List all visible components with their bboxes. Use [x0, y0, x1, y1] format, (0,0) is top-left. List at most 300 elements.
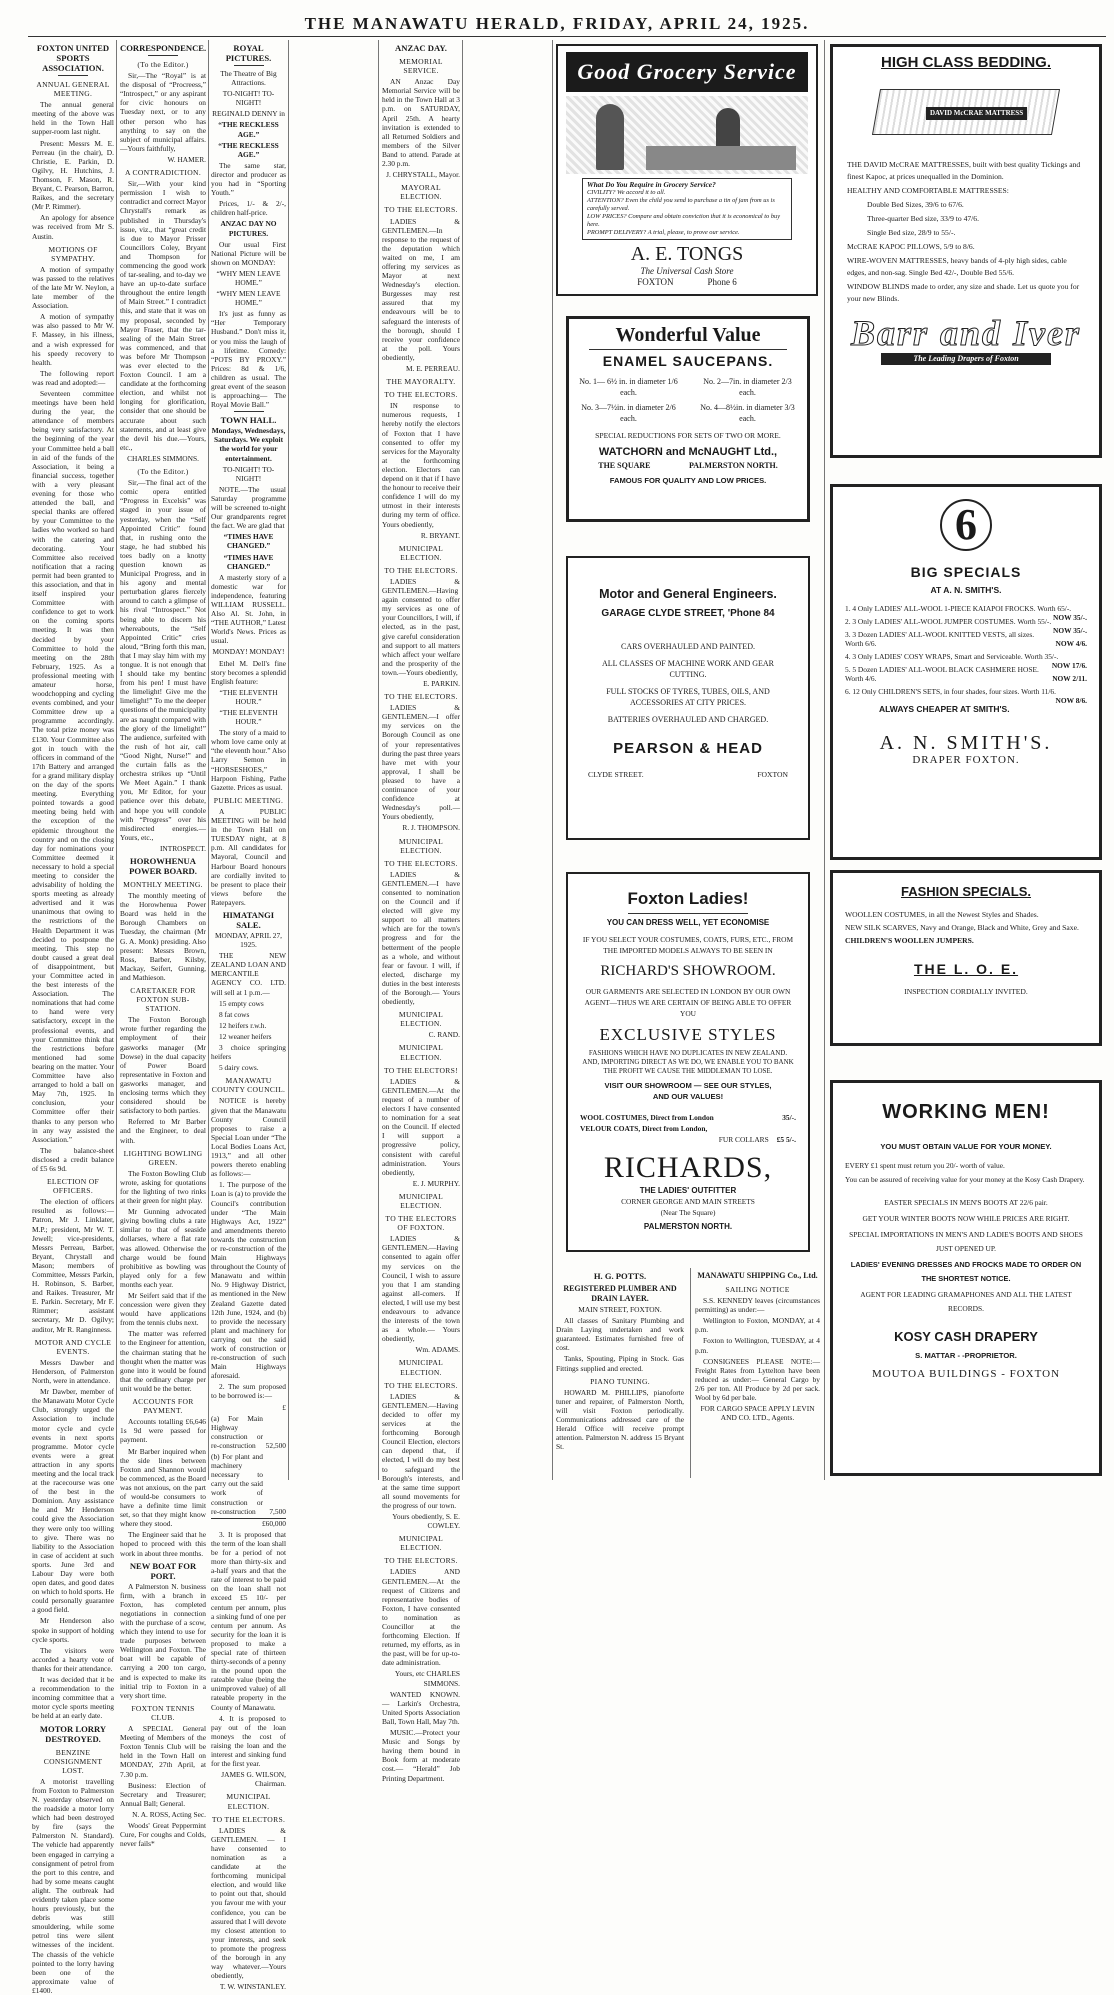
firm-name: PEARSON & HEAD — [613, 740, 763, 757]
subhead: MOTIONS OF SYMPATHY. — [48, 244, 98, 263]
paragraph: The story of a maid to whom love came only at “the eleventh hour.” Also Larry Semon in “HORSESHOES,” Harpoon Fishing, Pathe Gazette. Prices as usual. — [211, 728, 286, 792]
headline-sports-association: FOXTON UNITED SPORTS ASSOCIATION. — [36, 43, 110, 73]
ad-line: NEW SILK SCARVES, Navy and Orange, Black and White, Grey and Saxe. — [845, 923, 1079, 932]
price-item: No. 2—7in. in diameter 2/3 each. — [703, 377, 792, 397]
signature: J. CHRYSTALL, Mayor. — [386, 170, 460, 180]
paragraph: Mr Barber inquired when the side lines between Foxton and Shannon would be commenced, as the Board was not anxious, on the part of would-be consumers to have a definite time limit set, so that they might know where they stood. — [120, 1446, 206, 1529]
service-line: PROMPT DELIVERY? A trial, please, to prove our service. — [587, 229, 740, 236]
ad-subheading: GARAGE CLYDE STREET, 'Phone 84 — [601, 608, 775, 619]
signature: T. W. WINSTANLEY. — [219, 1982, 286, 1992]
paragraph: CONSIGNEES PLEASE NOTE:— Freight Rates from Lyttelton have been reduced as under:— General Cargo by 2/6 per ton. All Produce by 2d per sack. Wool by 6d per bale. — [695, 1356, 820, 1403]
paragraph: Seventeen committee meetings have been held during the year, the attendance of members being very satisfactory. At the beginning of the year your Committee held a ball in aid of the funds of the Association, it being a financial success, together with a very pleasant evening for those who attended the ball, and special thanks are offered by your Committee to the ladies who worked so hard with the catering and decorating. Your Committee also received notification that a racing permit had been granted to this association, and that in itself inspired your Committee with confidence to get to work on the coming sports meeting. It was then decided by your Committee to hold the meeting on the 28th February, 1925. As a professional meeting with amateur horse, woodchopping and cycling events combined, and your Committee drew up a programme accordingly. The total prize money was £130. Your Committee also got in touch with the officers in command of the 17th Battery and arranged for a grand military display on the day of the sports meeting. Everything pointed towards a good meeting being held with the exception of the epidemic throughout the country and on the closing day for nominations your Committee deemed it necessary to hold a special meeting to consider the advisability of holding the sports meeting as already advertised and it was unanimous that owing to the restrictions of the Health Department it was decided to postpone the meeting. This step no doubt caused a great deal of disappointment, but your Committee acted in the best interests of the Association. The nominations that had come to hand were very satisfactory, except in the professional events, and your Committee think that the restrictions before mentioned had some bearing on the matter. Your Committee have also arranged to hold a ball on May 7th, 1925. In conclusion, your Committee offer their thanks to any person who in any way assisted the Association.” — [32, 389, 114, 1144]
firm-tagline: FAMOUS FOR QUALITY AND LOW PRICES. — [609, 476, 767, 485]
paragraph: Woods' Great Peppermint Cure, For coughs and Colds, never fails* — [120, 1820, 206, 1849]
street: CLYDE STREET. — [588, 770, 644, 779]
column-5 — [556, 1268, 684, 1478]
list-item — [845, 630, 1087, 648]
paragraph: The visitors were accorded a hearty vote of thanks for their attendance. — [32, 1645, 114, 1673]
proprietor: S. MATTAR - -PROPRIETOR. — [915, 1351, 1017, 1360]
column-2 — [120, 40, 207, 1849]
ad-heading: HIGH CLASS BEDDING. — [880, 54, 1051, 71]
list-item — [845, 652, 1087, 670]
paragraph: IN response to numerous requests, I hereby notify the electors of Foxton that I have consented to offer my services for the Mayoralty at the forthcoming election. Electors can depend on it that if I have the honour to receive their confidence I will do my utmost in their interests during my term of office. Yours obediently, — [382, 401, 460, 529]
paragraph: WANTED KNOWN. — Larkin's Orchestra, United Sports Association Ball, Town Hall, May 7th. — [382, 1689, 460, 1726]
ad-line: You can be assured of receiving value for your money at the Kosy Cash Drapery. — [845, 1175, 1085, 1184]
column-1 — [32, 40, 114, 1995]
subhead: Mondays, Wednesdays, Saturdays. We exploit the world for your entertainment. — [211, 426, 286, 463]
loan-row — [211, 1414, 286, 1450]
ad-line: OUR GARMENTS ARE SELECTED IN LONDON BY OUR OWN AGENT—THUS WE ARE CERTAIN OF BEING ABLE TO OFFER YOU — [584, 987, 792, 1018]
ad-line: YOU MUST OBTAIN VALUE FOR YOUR MONEY. — [880, 1142, 1052, 1151]
paragraph: Sir,—The final act of the comic opera entitled “Progress in Excelsis” was staged in your issue of yesterday, when the “Self Appointed Critic” found that, in rushing onto the stage, he had stubbed his toes badly on a knotty question known as Municipal Progress, and in his agony and mental perturbation glares fiercely around to catch a glimpse of his rival “Introspect.” Not being able to discern his whereabouts, the “Self Appointed Critic” cries aloud, “Bring forth this man, that I may slay him with my tongue. It is not enough that I should take my bentinc from his pen! I must have the limelight! Give me the limelight!” To me the deeper questions of the municipality are as naught compared with the glory of the limelight!” The audience, surfeited with the rush of hot air, call “Good Night, Nurse!” and the curtain falls as the orchestra strikes up “Until We Meet Again.” I thank you, Mr Editor, for your patience over this debate, and hope you will condole with “Progress” over his misdirected energies.—Yours, etc., — [120, 478, 207, 842]
ad-watchorn-saucepans — [566, 316, 810, 522]
subhead: MEMORIAL SERVICE. — [399, 57, 443, 76]
subhead: MUNICIPAL ELECTION. — [398, 1358, 444, 1377]
item-price: NOW 35/-. — [1053, 613, 1087, 622]
subhead: MUNICIPAL ELECTION. — [398, 1010, 444, 1029]
paragraph: LADIES AND GENTLEMEN.—At the request of Citizens and representative bodies of Foxton, I have consented to nomination as Councillor at the forthcoming Election. If returned, my efforts, as in the past, will be for up-to-date administration. — [382, 1567, 460, 1668]
list-item — [845, 665, 1087, 683]
subhead: TO THE ELECTORS. — [384, 1380, 458, 1390]
price-item: Single Bed size, 28/9 to 55/-. — [867, 228, 956, 237]
film-title: “WHY MEN LEAVE HOME.” — [216, 268, 281, 287]
paragraph: FOR CARGO SPACE APPLY LEVIN AND CO. LTD., Agents. — [700, 1404, 815, 1423]
signature: CHARLES SIMMONS. — [127, 453, 199, 463]
subhead: TO THE ELECTORS. — [384, 858, 458, 868]
price-row — [580, 1112, 796, 1123]
price-list — [580, 1112, 796, 1145]
paragraph: A SPECIAL General Meeting of Members of the Foxton Tennis Club will be held in the Town Hall on MONDAY, 27th April, at 7.30 p.m. — [120, 1724, 206, 1779]
firm-town: PALMERSTON NORTH. — [643, 1222, 733, 1231]
paragraph: A Palmerston N. business firm, with a branch in Foxton, has completed negotiations in connection with the purchase of a scow, which they intend to use for trade purposes between Wellington and Foxton. The boat will be capable of carrying a 200 ton cargo, and is expected to make its initial trip to Foxton in a very short time. — [120, 1581, 206, 1700]
paragraph: Present: Messrs M. E. Perreau (in the chair), D. Christie, E. Parkin, D. Ogilvy, H. Hutchins, J. Thomson, F. Mason, R. Bryant, C. Pearson, Barron, Raikes, and the secretary (Mr P. Rimmer). — [32, 138, 114, 212]
firm-tagline: INSPECTION CORDIALLY INVITED. — [904, 987, 1028, 996]
line: TO-NIGHT! TO-NIGHT! — [222, 464, 275, 483]
counter-illustration — [646, 146, 796, 170]
paragraph: A motion of sympathy was also passed to Mr W. F. Massey, in his illness, and a wish expressed for his speedy recovery to health. — [32, 312, 114, 367]
bedding-list — [847, 159, 1085, 305]
paragraph: The election of officers resulted as follows:—Patron, Mr J. Linklater, M.P.; president, Mr W. T. Jewell; vice-presidents, Messrs Perreau, Barber, Bryant, Chrystall and Mason; members of Committee, Messrs Parkin, H. Robinson, S. Barber, and Raikes. Treasurer, Mr E. Parkin. Secretary, Mr F. Rimmer; assistant secretary, Mr D. Ogilvy; auditor, Mr R. Ranginness. — [32, 1197, 114, 1334]
subhead: ANNUAL GENERAL MEETING. — [36, 80, 110, 99]
price-value: £5 5/-. — [776, 1135, 796, 1144]
film-title: “THE ELEVENTH HOUR.” — [219, 687, 278, 706]
signature: N. A. ROSS, Acting Sec. — [132, 1809, 206, 1819]
subhead: MANAWATU COUNTY COUNCIL. — [211, 1076, 286, 1095]
paragraph: The following report was read and adopted:— — [32, 368, 114, 387]
subhead: TO THE ELECTORS. — [384, 205, 458, 215]
ad-line: HEALTHY AND COMFORTABLE MATTRESSES: — [847, 186, 1009, 195]
subhead: PUBLIC MEETING. — [213, 795, 284, 805]
subhead: MUNICIPAL ELECTION. — [398, 1191, 444, 1210]
paragraph: Mr Henderson also spoke in support of holding cycle sports. — [32, 1616, 114, 1644]
ad-line: SPECIAL IMPORTATIONS IN MEN'S AND LADIE'S BOOTS AND SHOES JUST OPENED UP. — [849, 1230, 1083, 1253]
paragraph: Our usual First National Picture will be shown on MONDAY: — [211, 239, 286, 267]
pound-sign: £ — [282, 1402, 286, 1412]
list-item: 8 fat cows — [219, 1009, 250, 1019]
rule — [58, 75, 88, 76]
paragraph: A motorist travelling from Foxton to Palmerston N. yesterday observed on the roadside a motor lorry which had been destroyed by fire (says the Palmerston N. Standard). The vehicle had apparently been engaged in carrying a consignment of petrol from the port to this centre, and had by some means caught alight. The outbreak had evidently taken place some hours previously, but the debris was still smouldering, while some petrol tins were silent witnesses of the incident. The chassis of the vehicle pointed to the lorry having been one of the approximate value of £1400. — [32, 1776, 114, 1995]
item-text: 1. 4 Only LADIES' ALL-WOOL 1-PIECE KAIAPOI FROCKS. Worth 65/-. — [845, 604, 1072, 613]
column-divider — [552, 40, 553, 1480]
paragraph: The monthly meeting of the Horowhenua Power Board was held in the Borough Chambers on Tuesday, the chairman (Mr G. A. Monk) presiding. Also present: Messrs Brown, Ross, Barber, Kilsby, Mackay, Seifert, Gunning, and Mathieson. — [120, 891, 206, 982]
subhead: The Theatre of Big Attractions. — [220, 69, 277, 88]
ad-line: BATTERIES OVERHAULED AND CHARGED. — [607, 715, 769, 724]
ad-richards — [566, 872, 810, 1252]
price-item: WOOL COSTUMES, Direct from London — [580, 1113, 714, 1122]
price-item: No. 3—7½in. in diameter 2/6 each. — [581, 403, 676, 423]
paragraph: Prices, 1/- & 2/-, children half-price. — [211, 199, 286, 218]
subhead: MUNICIPAL ELECTION. — [398, 1534, 444, 1553]
paragraph: The matter was referred to the Engineer for attention, the chairman stating that he thought when the matter was gone into it would be found that the ordinary charge per unit would be the better. — [120, 1329, 206, 1393]
film-title: “WHY MEN LEAVE HOME.” — [216, 289, 281, 308]
paragraph: LADIES & GENTLEMEN.—In response to the request of the deputation which waited on me, I am offering my services as Mayor at next Wednesday's election. Burgesses may rest assured that my endeavours will be to safeguard the interests of the borough, should I receive your confidence at the poll. Yours obediently, — [382, 216, 460, 362]
subhead: CARETAKER FOR FOXTON SUB-STATION. — [130, 986, 196, 1014]
advertiser-tagline: The Universal Cash Store — [640, 266, 734, 276]
paragraph: 3. It is proposed that the term of the loan shall be for a period of not more than thirty-six and a-half years and that the rate of interest to be paid on the loan shall not exceed £5 10/- per centum per annum, plus a sinking fund of one per centum per annum. As security for the loan it is proposed to make a special rate of thirteen thirty-seconds of a penny in the pound upon the rateable value (being the unimproved value) of all rateable property in the County of Manawatu. — [211, 1529, 286, 1712]
paragraph: LADIES & GENTLEMEN.—Having again consented to offer my services as one of your Councillors, I will, if elected, as in the past, give careful consideration and support to all matters which affect your welfare and the prosperity of the town.—Yours obediently, — [382, 576, 460, 677]
firm-address — [579, 460, 797, 471]
ad-line: THE DAVID McCRAE MATTRESSES, built with best quality Tickings and finest Kapoc, at prices unequalled in the Dominion. — [847, 160, 1081, 181]
signature: R. BRYANT. — [420, 530, 460, 540]
paragraph: Wellington to Foxton, MONDAY, at 4 p.m. — [695, 1316, 820, 1335]
item-price: NOW 2/11. — [1052, 674, 1087, 683]
paragraph: MUSIC.—Protect your Music and Songs by having them bound in Book form at moderate cost.— “Herald” Job Printing Department. — [382, 1728, 460, 1783]
paragraph: A masterly story of a domestic war for independence, featuring WILLIAM RUSSELL. Also Al. St. John, in “THE AUTHOR,” Latest World's News. Prices as usual. — [211, 572, 286, 646]
rule — [234, 411, 264, 412]
column-3 — [211, 40, 286, 1992]
loan-label: (b) For plant and machinery necessary to carry out the said work of construction or re-construction — [211, 1452, 263, 1516]
column-divider — [208, 40, 209, 1480]
subhead: TO THE ELECTORS. — [384, 390, 458, 400]
loan-label: (a) For Main Highway construction or re-construction — [211, 1413, 263, 1450]
price-row — [569, 376, 807, 398]
ad-line: CARS OVERHAULED AND PAINTED. — [621, 642, 755, 651]
paragraph: Foxton to Wellington, TUESDAY, at 4 p.m. — [695, 1336, 820, 1355]
loan-amount: 7,500 — [269, 1506, 286, 1516]
price-item: No. 1— 6½ in. in diameter 1/6 each. — [579, 377, 678, 397]
paragraph: Tanks, Spouting, Piping in Stock. Gas Fittings supplied and erected. — [556, 1354, 684, 1373]
subhead: TO THE ELECTORS. — [384, 565, 458, 575]
film-title: “TIMES HAVE CHANGED.” — [223, 552, 274, 571]
item-text: 3. 3 Dozen LADIES' ALL-WOOL KNITTED VESTS, all sizes. Worth 6/6. — [845, 630, 1035, 648]
subhead: FOXTON TENNIS CLUB. — [131, 1703, 195, 1722]
firm-sub: DRAPER FOXTON. — [912, 754, 1020, 766]
signature: Yours obediently, S. E. COWLEY. — [392, 1511, 460, 1531]
paragraph: Accounts totalling £6,646 1s 9d were passed for payment. — [120, 1417, 206, 1445]
ad-line: EASTER SPECIALS IN MEN'S BOOTS AT 22/6 pair. — [884, 1198, 1048, 1207]
loan-row — [211, 1452, 286, 1516]
film-title: “TIMES HAVE CHANGED.” — [223, 532, 274, 551]
subhead: MONTHLY MEETING. — [123, 879, 203, 889]
rule — [148, 55, 178, 56]
ad-pearson-head — [566, 556, 810, 840]
ad-smith-specials — [830, 484, 1102, 860]
town: FOXTON — [757, 770, 788, 779]
address-part: THE SQUARE — [598, 461, 651, 470]
subhead: MOTOR AND CYCLE EVENTS. — [34, 1337, 112, 1356]
paragraph: The balance-sheet disclosed a credit balance of £5 6s 9d. — [32, 1145, 114, 1173]
ad-heading: Foxton Ladies! — [627, 889, 749, 908]
ad-subheading: ENAMEL SAUCEPANS. — [602, 353, 774, 369]
item-price: NOW 4/6. — [1055, 639, 1087, 648]
firm-address — [588, 769, 788, 780]
ad-line: CHILDREN'S WOOLLEN JUMPERS. — [845, 936, 974, 945]
paragraph: Mr Gunning advocated giving bowling clubs a rate similar to that of seaside dollarses, where a flat rate was allowed. Otherwise the charge would be found prohibitive as bowling was played only for a few months each year. — [120, 1207, 206, 1289]
column-divider — [116, 40, 117, 1480]
headline-town-hall: TOWN HALL. — [220, 415, 277, 426]
paragraph: The Foxton Borough wrote further regarding the employment of their gasworks manager (Mr Dowse) in the dual capacity of Power Board representative in Foxton and gasworks manager, and enclosing terms which they considered should be satisfactory to both parties. — [120, 1015, 206, 1116]
paragraph: NOTE.—The usual Saturday programme will be screened to-night Our grandparents regret the fact. We are glad that — [211, 484, 286, 531]
ad-heading: Wonderful Value — [615, 324, 761, 346]
masthead: THE MANAWATU HERALD, FRIDAY, APRIL 24, 1925. — [304, 14, 810, 33]
column-divider — [462, 40, 463, 1480]
item-text: 6. 12 Only CHILDREN'S SETS, in four shades, four sizes. Worth 11/6. — [845, 687, 1056, 696]
paragraph: Ethel M. Dell's fine story becomes a splendid English feature: — [211, 658, 286, 686]
paragraph: LADIES & GENTLEMEN.—I have consented to nomination on the Council and if elected will give my support to all matters which are for the town's progress and for the betterment of the people as a whole, and without fear or favour. I will, if elected, discharge my duties in the best interests of the Borough.— Yours obediently, — [382, 869, 460, 1007]
ad-line: FULL STOCKS OF TYRES, TUBES, OILS, AND ACCESSORIES AT CITY PRICES. — [606, 687, 770, 707]
price-item: FUR COLLARS — [718, 1135, 769, 1144]
figure-illustration — [596, 104, 624, 170]
subhead: MAYORAL ELECTION. — [400, 183, 442, 202]
headline-himatangi-sale: HIMATANGI SALE. — [222, 909, 275, 930]
paragraph: 1. The purpose of the Loan is (a) to provide the Council's contribution under “The Main Highways Act, 1922” and amendments thereto towards the construction or re-construction of the Main Highways throughout the County of Manawatu and within No. 9 Highway District, as mentioned in the New Zealand Gazette dated 12th June, 1924, and (b) to provide the necessary plant and machinery for carrying out the said work of construction or re-construction of such Main Highways aforesaid. — [211, 1180, 286, 1381]
ad-tagline: ALWAYS CHEAPER AT SMITH'S. — [878, 704, 1010, 714]
paragraph: 4. It is proposed to pay out of the loan moneys the cost of raising the loan and the interest and sinking fund for the first year. — [211, 1713, 286, 1769]
film-title: “THE RECKLESS AGE.” — [218, 120, 279, 139]
subhead: MUNICIPAL ELECTION. — [398, 1043, 444, 1062]
paragraph: NOTICE is hereby given that the Manawatu County Council proposes to raise a Special Loan under “The Local Bodies Loans Act, 1913,” and all other powers thereto enabling as follows:— — [211, 1096, 286, 1179]
item-text: 2. 3 Only LADIES' ALL-WOOL JUMPER COSTUMES. Worth 55/-. — [845, 617, 1052, 626]
firm-name: THE L. O. E. — [913, 961, 1019, 977]
list-item: 12 heifers r.w.h. — [219, 1020, 267, 1030]
headline-royal-pictures: ROYAL PICTURES. — [225, 43, 272, 63]
kosy-specials — [845, 1196, 1087, 1316]
column-6 — [690, 1268, 820, 1478]
banner: Good Grocery Service — [566, 52, 808, 92]
subhead: MUNICIPAL ELECTION. — [226, 1792, 271, 1811]
paragraph: Mr Dawber, member of the Manawatu Motor Cycle Club, strongly urged the Association to include motor cycle and cycle events in next sports programme. Motor cycle events were a great attraction in any sports meeting and the local track at the racecourse was one of the best in the Dominion. Any assistance he and Mr Henderson could give the Association they were only too willing to give. There was no liability to the Association in case of accident at such sports. June 3rd and Labour Day were both open dates, and good dates on which to hold sports. He could personally guarantee a good field. — [32, 1387, 114, 1615]
mattress-illustration — [866, 79, 1066, 151]
ad-heading: FASHION SPECIALS. — [900, 884, 1032, 899]
subhead: TO THE ELECTORS. — [211, 1814, 286, 1824]
subhead: TO THE ELECTORS. — [384, 692, 458, 702]
signature: Yours, etc CHARLES SIMMONS. — [394, 1669, 460, 1688]
advertiser-footer — [558, 277, 816, 288]
price-value: 35/-. — [782, 1113, 796, 1122]
service-box — [582, 178, 792, 240]
headline-plumber: REGISTERED PLUMBER AND DRAIN LAYER. — [563, 1284, 677, 1303]
specials-list — [845, 604, 1087, 705]
paragraph: Sir,—The “Royal” is at the disposal of “Procreess,” “Introspect,” or any aspirant for civic honours on Tuesday next, or to any other person who has anything to say on the subject of municipal affairs.—Yours faithfully, — [120, 71, 206, 153]
ad-line: YOU CAN DRESS WELL, YET ECONOMISE — [606, 918, 770, 927]
ad-tongs-grocery — [556, 44, 818, 296]
paragraph: A motion of sympathy was passed to the relatives of the late Mr W. Neylon, a late member of the Association. — [32, 264, 114, 311]
item-price: NOW 8/6. — [1055, 696, 1087, 705]
price-item: VELOUR COATS, Direct from London, — [580, 1124, 708, 1133]
price-item: No. 4—8½in. in diameter 3/3 each. — [700, 403, 795, 423]
shop-illustration — [566, 96, 808, 174]
subhead: (To the Editor.) — [137, 60, 189, 69]
loan-total: £60,000 — [211, 1518, 286, 1528]
subhead: MUNICIPAL ELECTION. — [398, 543, 444, 562]
mattress-label: DAVID McCRAE MATTRESS — [926, 107, 1027, 120]
list-item: 5 dairy cows. — [219, 1063, 259, 1073]
phone: Phone 6 — [707, 277, 737, 287]
paragraph: THE NEW ZEALAND LOAN AND MERCANTILE AGENCY CO. LTD. will sell at 1 p.m.— — [211, 951, 286, 997]
paragraph: LADIES & GENTLEMEN. — I have consented to nomination as a candidate at the forthcoming municipal election, and would like to point out that, should you favour me with your confidence, you can be assured that I will devote my closest attention to your interests, and seek to promote the progress of the borough in any way whatever.—Yours obediently, — [211, 1825, 286, 1981]
film-title: “THE ELEVENTH HOUR.” — [219, 708, 278, 727]
service-line: LOW PRICES? Compare and obtain conviction that it is economical to buy here. — [587, 213, 781, 228]
headline-anzac-no-pictures: ANZAC DAY NO PICTURES. — [220, 219, 277, 238]
ad-line: IF YOU SELECT YOUR COSTUMES, COATS, FURS, ETC., FROM THE IMPORTED MODELS ALWAYS TO BE SEEN IN — [582, 935, 794, 955]
firm-address: MOUTOA BUILDINGS - FOXTON — [871, 1368, 1061, 1380]
firm-name: KOSY CASH DRAPERY — [894, 1329, 1038, 1344]
headline-new-boat: NEW BOAT FOR PORT. — [129, 1560, 197, 1581]
paragraph: AN Anzac Day Memorial Service will be held in the Town Hall at 3 p.m. on SATURDAY, April 25th. A hearty invitation is extended to all Returned Soldiers and members of the Silver Band to attend. Parade at 2.30 p.m. — [382, 77, 460, 169]
list-item — [845, 687, 1087, 705]
paragraph: The Engineer said that he hoped to proceed with this work in about three months. — [120, 1530, 206, 1558]
firm-tagline: THE LADIES' OUTFITTER — [639, 1186, 737, 1195]
service-question: What Do You Require in Grocery Service? — [587, 180, 716, 189]
column-divider — [378, 40, 379, 1480]
headline-lorry: MOTOR LORRY DESTROYED. — [39, 1723, 107, 1744]
six-badge: 6 — [940, 499, 992, 551]
ad-line: AGENT FOR LEADING GRAMAPHONES AND ALL THE LATEST RECORDS. — [860, 1290, 1072, 1313]
paragraph: Business: Election of Secretary and Treasurer; Annual Ball; General. — [120, 1780, 206, 1808]
subhead: BENZINE CONSIGNMENT LOST. — [43, 1747, 103, 1775]
column-divider — [824, 40, 825, 1480]
ad-line: EVERY £1 spent must return you 20/- worth of value. — [845, 1161, 1005, 1170]
signature: E. J. MURPHY. — [412, 1178, 460, 1188]
price-row — [580, 1134, 796, 1145]
firm-name: WATCHORN and McNAUGHT Ltd., — [598, 446, 778, 458]
showroom-name: RICHARD'S SHOWROOM. — [600, 963, 776, 979]
barr-iver-logo: Barr and Iver — [850, 313, 1082, 353]
signature: M. E. PERREAU. — [406, 364, 460, 373]
column-4 — [382, 40, 460, 1783]
list-item: 15 empty cows — [219, 998, 264, 1008]
item-text: 4. 3 Only LADIES' COSY WRAPS, Smart and Serviceable. Worth 35/-. — [845, 652, 1059, 661]
headline-shipping: MANAWATU SHIPPING Co., Ltd. — [697, 1271, 818, 1280]
signature: INTROSPECT. — [159, 843, 206, 853]
subhead: ACCOUNTS FOR PAYMENT. — [132, 1397, 194, 1416]
paragraph: HOWARD M. PHILLIPS, pianoforte tuner and repairer, of Palmerston North, will visit Foxton periodically. Communications addressed care of the Herald Office will receive prompt attention. Palmerston N. address 15 Bryant St. — [556, 1387, 684, 1452]
subhead: LIGHTING BOWLING GREEN. — [123, 1148, 203, 1167]
subhead: (To the Editor.) — [137, 467, 189, 477]
service-line: CIVILITY? We accord it to all. — [587, 189, 666, 196]
address: MAIN STREET, FOXTON. — [578, 1305, 662, 1314]
paragraph: LADIES & GENTLEMEN.—Having consented to again offer my services on the Council, I wish to assure you that I am standing against all-comers. If elected, I will use my best endeavours to advance the interests of the town as a whole.— Yours obediently, — [382, 1234, 460, 1344]
paragraph: LADIES & GENTLEMEN.—I offer my services on the Borough Council as one of your representatives during the past three years have met with your approval, I shall be pleased to have a continuance of your confidence at Wednesday's poll.— Yours obediently, — [382, 703, 460, 822]
ad-kosy-drapery — [830, 1080, 1102, 1476]
line: TO-NIGHT! TO-NIGHT! — [222, 89, 275, 108]
signature: W. HAMER. — [167, 154, 206, 164]
rule — [234, 65, 264, 66]
paragraph: Messrs Dawber and Henderson, of Palmerston North, were in attendance. — [32, 1357, 114, 1386]
masthead-rule — [28, 36, 1106, 37]
subhead: MONDAY, APRIL 27, 1925. — [214, 930, 283, 950]
ad-line: WINDOW BLINDS made to order, any size and shade. Let us quote you for your new Blinds. — [847, 282, 1080, 303]
ad-line: VISIT OUR SHOWROOM — SEE OUR STYLES, AND OUR VALUES! — [604, 1081, 772, 1101]
paragraph: Mr Seifert said that if the concession were given they would have applications from the tennis clubs next. — [120, 1291, 206, 1328]
signature: JAMES G. WILSON, Chairman. — [221, 1770, 286, 1789]
ad-heading: WORKING MEN! — [882, 1101, 1050, 1123]
headline-anzac-day: ANZAC DAY. — [395, 43, 447, 53]
subhead: PIANO TUNING. — [590, 1376, 650, 1386]
paragraph: Referred to Mr Barber and the Engineer, to deal with. — [120, 1117, 206, 1145]
firm-address: (Near The Square) — [660, 1208, 716, 1217]
line: MONDAY! MONDAY! — [212, 647, 285, 657]
ad-line: LADIES' EVENING DRESSES AND FROCKS MADE TO ORDER ON THE SHORTEST NOTICE. — [850, 1260, 1082, 1283]
advertiser-name: A. E. TONGS — [630, 243, 744, 265]
firm-address: CORNER GEORGE AND MAIN STREETS — [621, 1197, 755, 1206]
fashion-list — [845, 909, 1087, 946]
ad-line: FASHIONS WHICH HAVE NO DUPLICATES IN NEW ZEALAND. AND, IMPORTING DIRECT AS WE DO, WE ENABLE YOU TO BANK THE PROFIT WE CAUSE THE MIDDLEMAN TO LOSE. — [582, 1049, 794, 1075]
paragraph: 2. The sum proposed to be borrowed is:— — [211, 1382, 286, 1401]
ad-line: ALL CLASSES OF MACHINE WORK AND GEAR CUTTING. — [601, 659, 774, 679]
ad-heading: Motor and General Engineers. — [599, 587, 777, 601]
paragraph: S.S. KENNEDY leaves (circumstances permitting) as under:— — [695, 1296, 820, 1315]
subhead: A CONTRADICTION. — [124, 168, 202, 178]
ad-line: WOOLLEN COSTUMES, in all the Newest Styles and Shades. — [845, 910, 1039, 919]
signature: Wm. ADAMS. — [415, 1345, 460, 1355]
line: REGINALD DENNY in — [212, 109, 285, 119]
paragraph: An apology for absence was received from Mr S. Austin. — [32, 213, 114, 241]
signature: E. PARKIN. — [423, 679, 460, 688]
item-price: NOW 17/6. — [1051, 661, 1087, 670]
list-item: 3 choice springing heifers — [211, 1043, 286, 1062]
item-text: 5. 5 Dozen LADIES' ALL-WOOL BLACK CASHMERE HOSE. Worth 4/6. — [845, 665, 1039, 683]
subhead: SAILING NOTICE — [725, 1285, 790, 1294]
town: FOXTON — [637, 277, 674, 287]
paragraph: It was decided that it be a recommendation to the incoming committee that a motor cycle sports meeting be held at an early date. — [32, 1675, 114, 1721]
column-divider — [288, 40, 289, 1480]
ad-highlight: EXCLUSIVE STYLES — [599, 1025, 777, 1044]
ad-heading: BIG SPECIALS — [910, 564, 1022, 580]
logo-tagline: The Leading Drapers of Foxton — [881, 353, 1051, 365]
headline-potts: H. G. POTTS. — [593, 1271, 647, 1281]
ad-loe-fashion — [830, 870, 1102, 1046]
list-item — [845, 617, 1087, 635]
loan-amount: 52,500 — [265, 1440, 286, 1450]
paragraph: It's just as funny as “Her Temporary Husband.” Don't miss it, or you miss the laugh of a lifetime. Comedy: “POTS BY PROXY.” Prices: 8d & 1/6, children as usual. The great event of the season is approaching— The Royal Movie Ball.” — [211, 309, 286, 410]
paragraph: Sir,—With your kind permission I wish to contradict and correct Mayor Chrystall's remark as published in Thursday's issue, viz., that “great credit is due to Mayor Prisser Councillors Coley, Bryant and Thompson for commencing the good work of tar-sealing, and to-day we have an up-to-date surface throughout the entire length of Main Street.” I contradict this, and state that it was on my proposal, seconded by Mayor Fraser, that the tar-sealing of the Main Street was commenced, and that was before Mr Thompson was ever elected to the Foxton Council. I am a candidate at the forthcoming election, and whilst not longing for glorification, consider that one should be accurate about such statements, and at least give the devil his due.—Yours, etc., — [120, 179, 206, 452]
film-title: “THE RECKLESS AGE.” — [218, 140, 279, 159]
headline-power-board: HOROWHENUA POWER BOARD. — [129, 855, 197, 876]
headline-correspondence: CORRESPONDENCE. — [120, 43, 207, 53]
ad-line: WIRE-WOVEN MATTRESSES, heavy bands of 4-ply high sides, cable edges, and non-sag. Single Bed 42/-, Double Bed 55/6. — [847, 256, 1067, 277]
paragraph: All classes of Sanitary Plumbing and Drain Laying undertaken and work guaranteed. Estimates furnished free of cost. — [556, 1316, 684, 1353]
ad-note: SPECIAL REDUCTIONS FOR SETS OF TWO OR MORE. — [595, 431, 781, 440]
address-part: PALMERSTON NORTH. — [688, 461, 778, 470]
list-item: 12 weaner heifers — [219, 1031, 272, 1041]
ad-subheading: AT A. N. SMITH'S. — [930, 585, 1002, 595]
item-price: NOW 35/-. — [1053, 626, 1087, 635]
price-item: Double Bed Sizes, 39/6 to 67/6. — [867, 200, 964, 209]
paragraph: The same star, director and producer as you had in “Sporting Youth.” — [211, 160, 286, 198]
paragraph: A PUBLIC MEETING will be held in the Town Hall on TUESDAY night, at 8 p.m. All candidates for Mayoral, Council and Harbour Board honours are cordially invited to be present to place their views before the Ratepayers. — [211, 806, 286, 907]
ad-barr-iver-bedding — [830, 44, 1102, 458]
subhead: ELECTION OF OFFICERS. — [46, 1177, 100, 1196]
paragraph: The Foxton Bowling Club wrote, asking for quotations for the lighting of two rinks at their green for night play. — [120, 1168, 206, 1206]
subhead: TO THE ELECTORS. — [384, 1556, 458, 1566]
paragraph: LADIES & GENTLEMEN.—At the request of a number of electors I have consented to nomination for a seat on the Council. If elected I will support a progressive policy, consistent with careful administration. Yours obediently, — [382, 1076, 460, 1177]
ad-line: McCRAE KAPOC PILLOWS, 5/9 to 8/6. — [847, 242, 975, 251]
firm-name: A. N. SMITH'S. — [879, 732, 1053, 754]
paragraph: The annual general meeting of the above was held in the Town Hall supper-room last night. — [32, 100, 114, 137]
signature: C. RAND. — [428, 1030, 460, 1040]
service-line: ATTENTION? Even the child you send to purchase a tin of jam from us is carefully served. — [587, 197, 775, 212]
